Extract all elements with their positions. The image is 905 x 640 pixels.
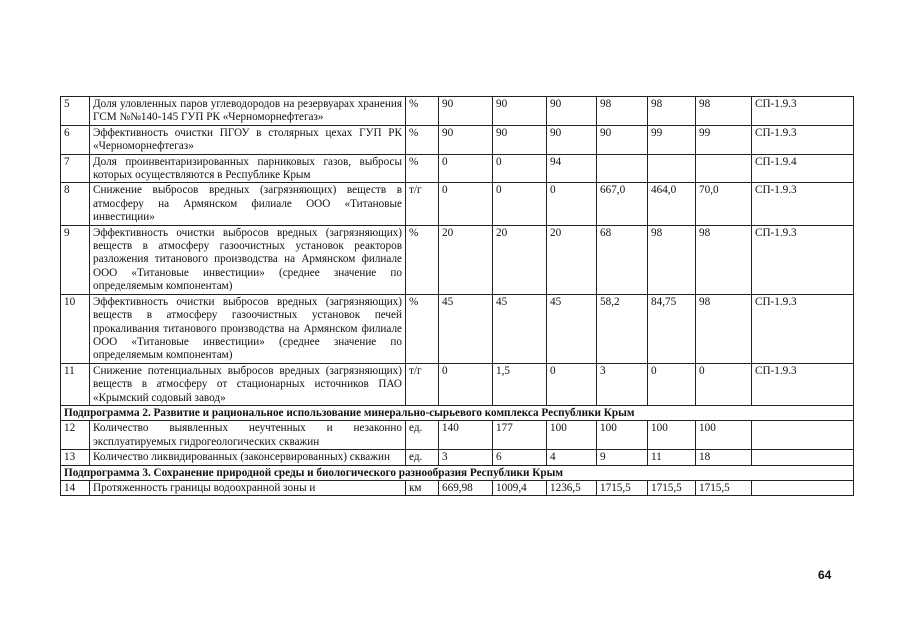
value-cell: 1009,4 bbox=[493, 480, 547, 495]
value-cell: 1236,5 bbox=[547, 480, 597, 495]
value-cell: 0 bbox=[547, 363, 597, 405]
value-cell: 20 bbox=[493, 225, 547, 294]
code-cell: СП-1.9.3 bbox=[752, 225, 854, 294]
value-cell: 3 bbox=[597, 363, 648, 405]
value-cell: 98 bbox=[648, 225, 696, 294]
value-cell: 94 bbox=[547, 154, 597, 183]
value-cell: 100 bbox=[597, 421, 648, 450]
value-cell: 20 bbox=[439, 225, 493, 294]
subprogram-row bbox=[61, 465, 854, 480]
code-cell: СП-1.9.4 bbox=[752, 154, 854, 183]
table-row bbox=[61, 225, 854, 294]
row-number: 7 bbox=[61, 154, 90, 183]
value-cell: 0 bbox=[439, 154, 493, 183]
subprogram-row bbox=[61, 405, 854, 420]
code-cell bbox=[752, 450, 854, 465]
value-cell: 20 bbox=[547, 225, 597, 294]
value-cell: 99 bbox=[648, 125, 696, 154]
value-cell: 0 bbox=[547, 183, 597, 225]
code-cell bbox=[752, 421, 854, 450]
value-cell: 669,98 bbox=[439, 480, 493, 495]
value-cell: 0 bbox=[493, 154, 547, 183]
value-cell: 100 bbox=[696, 421, 752, 450]
code-cell: СП-1.9.3 bbox=[752, 363, 854, 405]
value-cell: 6 bbox=[493, 450, 547, 465]
code-cell: СП-1.9.3 bbox=[752, 125, 854, 154]
value-cell: 70,0 bbox=[696, 183, 752, 225]
row-number: 11 bbox=[61, 363, 90, 405]
unit-cell: ед. bbox=[406, 421, 439, 450]
value-cell: 464,0 bbox=[648, 183, 696, 225]
value-cell: 0 bbox=[493, 183, 547, 225]
value-cell: 1715,5 bbox=[648, 480, 696, 495]
value-cell: 140 bbox=[439, 421, 493, 450]
indicators-table bbox=[60, 96, 854, 496]
value-cell: 90 bbox=[439, 125, 493, 154]
code-cell: СП-1.9.3 bbox=[752, 183, 854, 225]
table-row bbox=[61, 421, 854, 450]
unit-cell: т/г bbox=[406, 363, 439, 405]
value-cell: 100 bbox=[648, 421, 696, 450]
unit-cell: ед. bbox=[406, 450, 439, 465]
indicator-name: Снижение потенциальных выбросов вредных (загрязняющих) веществ в атмосферу от стационарных источников ПАО «Крымский содовый завод» bbox=[90, 363, 406, 405]
table-row bbox=[61, 294, 854, 363]
value-cell: 90 bbox=[597, 125, 648, 154]
row-number: 10 bbox=[61, 294, 90, 363]
value-cell: 11 bbox=[648, 450, 696, 465]
page-number: 64 bbox=[818, 568, 832, 582]
unit-cell: % bbox=[406, 225, 439, 294]
value-cell: 98 bbox=[696, 294, 752, 363]
unit-cell: км bbox=[406, 480, 439, 495]
value-cell: 18 bbox=[696, 450, 752, 465]
value-cell: 45 bbox=[493, 294, 547, 363]
table-row bbox=[61, 183, 854, 225]
indicator-name: Количество ликвидированных (законсервированных) скважин bbox=[90, 450, 406, 465]
value-cell: 0 bbox=[696, 363, 752, 405]
table-row bbox=[61, 154, 854, 183]
indicator-name: Количество выявленных неучтенных и незаконно эксплуатируемых гидрогеологических скважин bbox=[90, 421, 406, 450]
subprogram-title: Подпрограмма 3. Сохранение природной среды и биологического разнообразия Республики Крым bbox=[61, 465, 854, 480]
value-cell: 99 bbox=[696, 125, 752, 154]
value-cell: 1715,5 bbox=[597, 480, 648, 495]
indicator-name: Эффективность очистки выбросов вредных (загрязняющих) веществ в атмосферу газоочистных установок реакторов разложения титанового производства на Армянском филиале ООО «Титановые инвестиции» (среднее значение по определяемым компонентам) bbox=[90, 225, 406, 294]
code-cell: СП-1.9.3 bbox=[752, 97, 854, 126]
row-number: 5 bbox=[61, 97, 90, 126]
row-number: 14 bbox=[61, 480, 90, 495]
value-cell: 98 bbox=[696, 225, 752, 294]
value-cell: 1,5 bbox=[493, 363, 547, 405]
table-row bbox=[61, 125, 854, 154]
value-cell: 100 bbox=[547, 421, 597, 450]
value-cell: 667,0 bbox=[597, 183, 648, 225]
value-cell: 9 bbox=[597, 450, 648, 465]
subprogram-title: Подпрограмма 2. Развитие и рациональное использование минерально-сырьевого комплекса Республики Крым bbox=[61, 405, 854, 420]
unit-cell: % bbox=[406, 97, 439, 126]
table-row bbox=[61, 97, 854, 126]
row-number: 6 bbox=[61, 125, 90, 154]
table-row bbox=[61, 480, 854, 495]
value-cell: 68 bbox=[597, 225, 648, 294]
code-cell bbox=[752, 480, 854, 495]
indicator-name: Снижение выбросов вредных (загрязняющих) веществ в атмосферу на Армянском филиале ООО «Титановые инвестиции» bbox=[90, 183, 406, 225]
row-number: 8 bbox=[61, 183, 90, 225]
value-cell: 98 bbox=[648, 97, 696, 126]
value-cell: 98 bbox=[597, 97, 648, 126]
unit-cell: % bbox=[406, 294, 439, 363]
value-cell: 45 bbox=[439, 294, 493, 363]
value-cell: 0 bbox=[439, 183, 493, 225]
value-cell: 3 bbox=[439, 450, 493, 465]
value-cell: 0 bbox=[648, 363, 696, 405]
unit-cell: % bbox=[406, 154, 439, 183]
value-cell: 90 bbox=[493, 97, 547, 126]
row-number: 9 bbox=[61, 225, 90, 294]
table-row bbox=[61, 363, 854, 405]
value-cell bbox=[696, 154, 752, 183]
value-cell bbox=[597, 154, 648, 183]
value-cell: 45 bbox=[547, 294, 597, 363]
value-cell: 177 bbox=[493, 421, 547, 450]
unit-cell: % bbox=[406, 125, 439, 154]
indicator-name: Эффективность очистки ПГОУ в столярных цехах ГУП РК «Черноморнефтегаз» bbox=[90, 125, 406, 154]
value-cell: 90 bbox=[547, 97, 597, 126]
value-cell bbox=[648, 154, 696, 183]
unit-cell: т/г bbox=[406, 183, 439, 225]
row-number: 13 bbox=[61, 450, 90, 465]
value-cell: 90 bbox=[439, 97, 493, 126]
value-cell: 58,2 bbox=[597, 294, 648, 363]
value-cell: 4 bbox=[547, 450, 597, 465]
table-row bbox=[61, 450, 854, 465]
code-cell: СП-1.9.3 bbox=[752, 294, 854, 363]
row-number: 12 bbox=[61, 421, 90, 450]
value-cell: 98 bbox=[696, 97, 752, 126]
value-cell: 0 bbox=[439, 363, 493, 405]
indicator-name: Протяженность границы водоохранной зоны и bbox=[90, 480, 406, 495]
value-cell: 90 bbox=[547, 125, 597, 154]
value-cell: 1715,5 bbox=[696, 480, 752, 495]
indicator-name: Доля проинвентаризированных парниковых газов, выбросы которых осуществляются в Республике Крым bbox=[90, 154, 406, 183]
indicator-name: Доля уловленных паров углеводородов на резервуарах хранения ГСМ №№140-145 ГУП РК «Черноморнефтегаз» bbox=[90, 97, 406, 126]
indicator-name: Эффективность очистки выбросов вредных (загрязняющих) веществ в атмосферу газоочистных установок печей прокаливания титанового производства на Армянском филиале ООО «Титановые инвестиции» (среднее значение по определяемым компонентам) bbox=[90, 294, 406, 363]
value-cell: 90 bbox=[493, 125, 547, 154]
value-cell: 84,75 bbox=[648, 294, 696, 363]
